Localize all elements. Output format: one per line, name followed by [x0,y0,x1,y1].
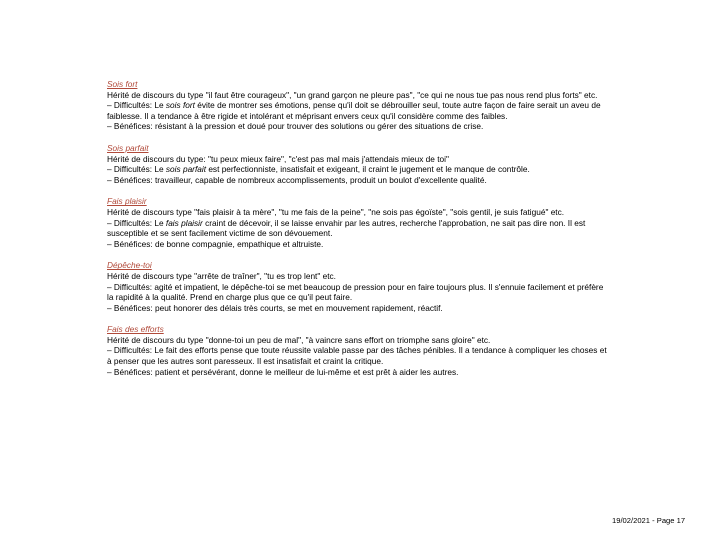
section-heading: Sois fort [107,79,138,89]
section-origin: Hérité de discours type "fais plaisir à ta mère", "tu me fais de la peine", "ne sois pas égoïste", "sois gentil, je suis fatigué" etc. [107,206,565,217]
section-benefits: – Bénéfices: de bonne compagnie, empathique et altruiste. [107,238,324,249]
page-footer: 19/02/2021 - Page 17 [612,516,686,525]
section-sois-fort [107,79,607,132]
section-benefits: – Bénéfices: résistant à la pression et doué pour trouver des solutions ou gérer des situations de crise. [107,121,484,132]
section-fais-plaisir [107,196,607,249]
section-difficulties [107,164,607,175]
difficulties-term: fais plaisir [165,217,203,228]
section-origin: Hérité de discours du type: "tu peux mieux faire", "c'est pas mal mais j'attendais mieux de toi" [107,153,449,164]
section-difficulties: – Difficultés: agité et impatient, le dépêche-toi se met beaucoup de pression pour en faire toujours plus. Il s'ennuie facilement et préfère la rapidité à la qualité. Prend en charge plus que ce qu'il peut faire. [107,281,604,303]
driver-list [107,79,607,388]
difficulties-text: craint de décevoir, il se laisse envahir par les autres, recherche l'approbation, ne sait pas dire non. Il est susceptible et se sent facilement victime de son dévouement. [107,217,586,239]
difficulties-text: est perfectionniste, insatisfait et exigeant, il craint le jugement et le manque de contrôle. [206,164,530,175]
difficulties-term: sois fort [165,100,195,111]
section-fais-des-efforts [107,324,607,377]
section-heading: Dépêche-toi [107,260,152,271]
section-depeche-toi [107,260,607,313]
difficulties-prefix: – Difficultés: Le [107,164,166,175]
section-heading: Fais des efforts [107,324,164,335]
section-difficulties [107,218,607,239]
section-benefits: – Bénéfices: patient et persévérant, donne le meilleur de lui-même et est prêt à aider les autres. [107,366,459,377]
section-origin: Hérité de discours du type "donne-toi un peu de mal", "à vaincre sans effort on triomphe sans gloire" etc. [107,334,491,345]
section-sois-parfait [107,143,607,185]
section-difficulties: – Difficultés: Le fait des efforts pense que toute réussite valable passe par des tâches pénibles. Il a tendance à compliquer les choses et à penser que les autres sont paresseux. Il est insatisfait et craint la critique. [107,345,607,367]
section-difficulties [107,100,607,121]
difficulties-text: évite de montrer ses émotions, pense qu'il doit se débrouiller seul, toute autre façon de faire serait un aveu de faiblesse. Il a tendance à être rigide et intolérant et méprisant envers ceux qu'il considère comme des faibles. [107,100,601,121]
section-origin: Hérité de discours type "arrête de traîner", "tu es trop lent" etc. [107,270,336,281]
difficulties-prefix: – Difficultés: Le [107,217,166,228]
section-benefits: – Bénéfices: travailleur, capable de nombreux accomplissements, produit un boulot d'excellente qualité. [107,174,487,185]
section-heading: Sois parfait [107,142,149,153]
section-origin: Hérité de discours du type "il faut être courageux", "un grand garçon ne pleure pas", "ce qui ne nous tue pas nous rend plus forts" etc. [107,89,598,100]
difficulties-prefix: – Difficultés: Le [107,100,166,111]
section-heading: Fais plaisir [107,196,147,207]
section-benefits: – Bénéfices: peut honorer des délais très courts, se met en mouvement rapidement, réactif. [107,302,443,313]
difficulties-term: sois parfait [165,164,207,175]
